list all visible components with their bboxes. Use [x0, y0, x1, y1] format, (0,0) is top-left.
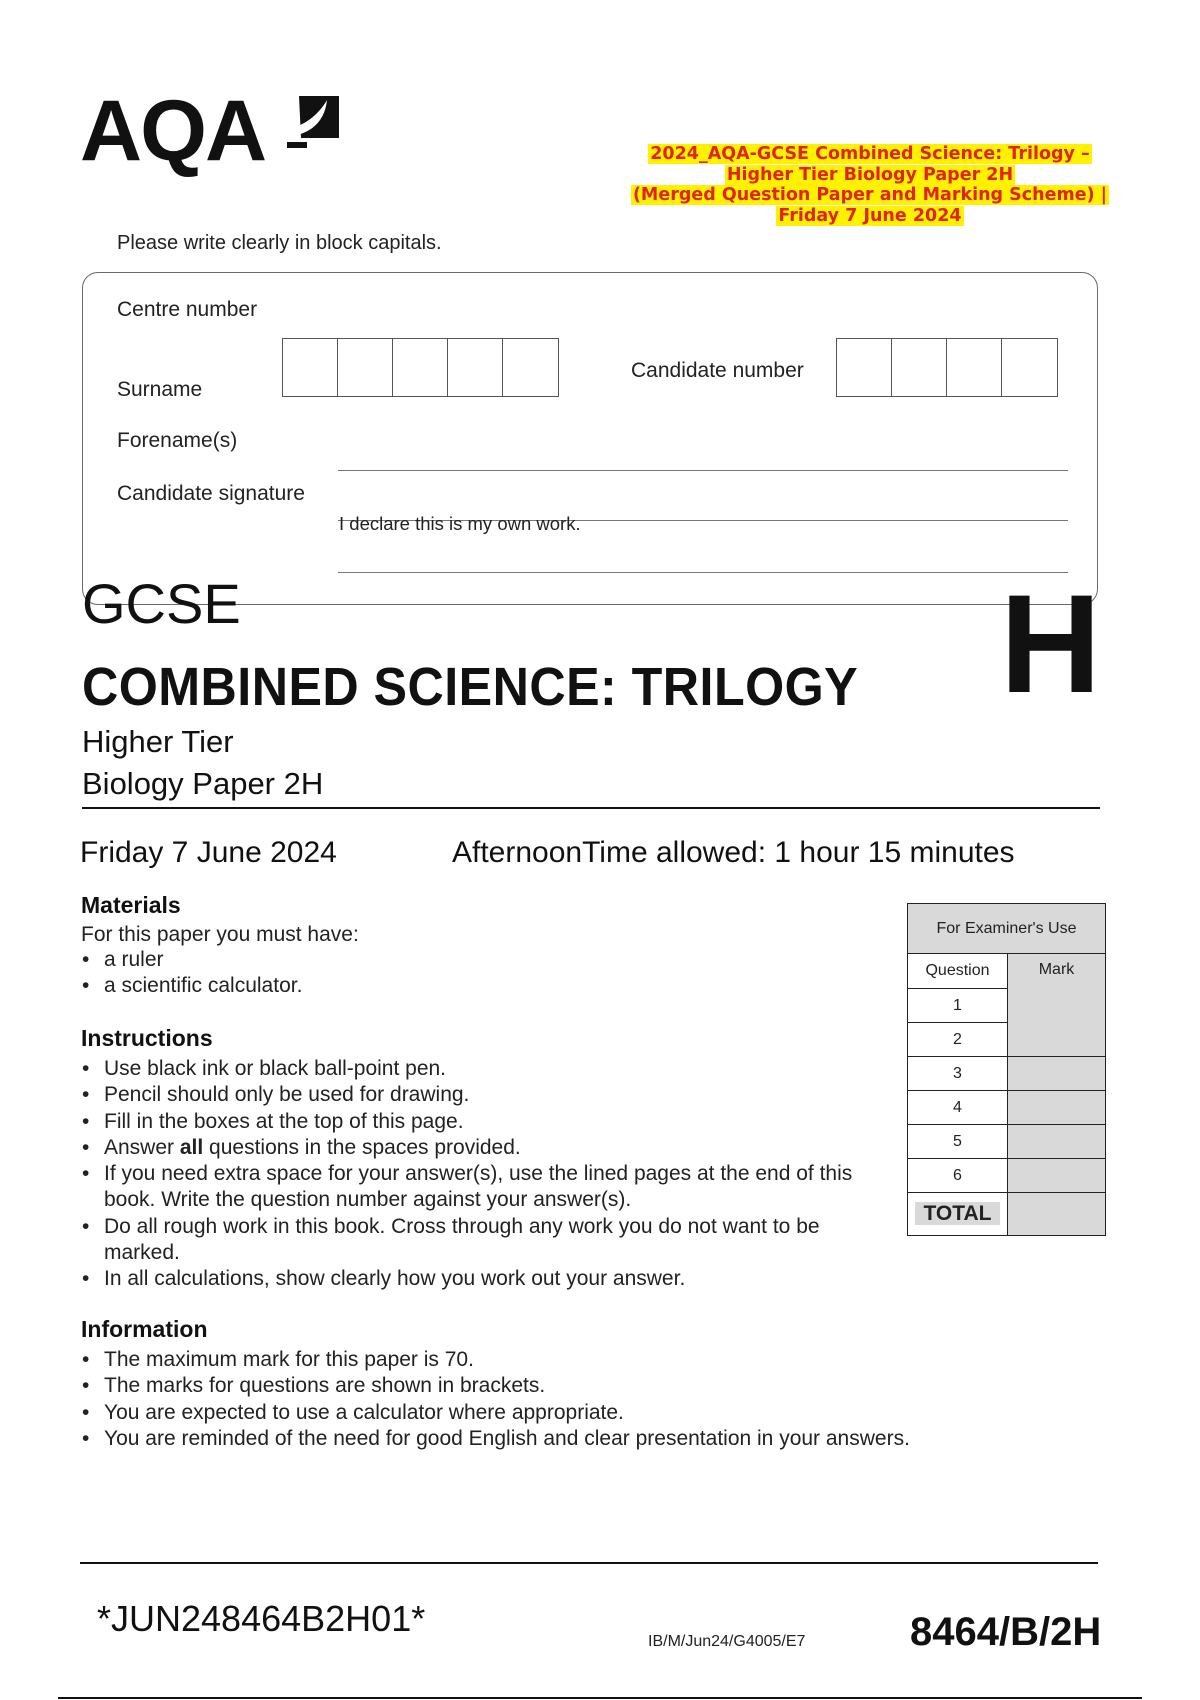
digit-box[interactable]	[1002, 339, 1057, 396]
candidate-number-label: Candidate number	[631, 359, 804, 382]
list-item: • a ruler	[82, 948, 164, 971]
exam-session-time: AfternoonTime allowed: 1 hour 15 minutes	[452, 836, 1015, 869]
digit-box[interactable]	[448, 339, 503, 396]
examiner-use-table	[907, 903, 1106, 1236]
forenames-label: Forename(s)	[117, 429, 238, 452]
digit-box[interactable]	[503, 339, 558, 396]
signature-label: Candidate signature	[117, 482, 305, 505]
digit-box[interactable]	[837, 339, 892, 396]
candidate-number-field[interactable]	[836, 338, 1058, 397]
list-item: • Pencil should only be used for drawing.	[82, 1083, 470, 1107]
list-item: • The marks for questions are shown in brackets.	[82, 1374, 546, 1398]
digit-box[interactable]	[947, 339, 1002, 396]
mark-cell	[1008, 1159, 1106, 1193]
instructions-section	[81, 1025, 881, 1293]
banner-line: 2024_AQA-GCSE Combined Science: Trilogy –	[650, 144, 1090, 164]
subject-title: COMBINED SCIENCE: TRILOGY	[82, 657, 859, 717]
question-column-header: Question	[908, 954, 1008, 989]
aqa-logo	[80, 83, 266, 179]
divider	[82, 807, 1100, 809]
digit-box[interactable]	[283, 339, 338, 396]
information-title: Information	[81, 1316, 208, 1342]
mark-cell	[1008, 1125, 1106, 1159]
instructions-list	[81, 1056, 881, 1293]
list-item: • If you need extra space for your answer(s), use the lined pages at the end of this book. Write the question number against your answer(s).	[82, 1162, 853, 1212]
tier-name: Higher Tier	[82, 724, 234, 759]
list-item: • a scientific calculator.	[82, 974, 303, 998]
banner-line: Higher Tier Biology Paper 2H	[726, 164, 1014, 185]
forenames-line[interactable]	[338, 470, 1068, 471]
mark-column-header: Mark	[1008, 954, 1106, 1057]
question-number: 6	[908, 1159, 1008, 1193]
list-item: • Fill in the boxes at the top of this page.	[82, 1109, 464, 1133]
list-item: • Use black ink or black ball-point pen.	[82, 1057, 447, 1080]
logo-text: AQA	[80, 83, 266, 179]
list-item: • Do all rough work in this book. Cross through any work you do not want to be marked.	[82, 1214, 820, 1265]
mark-cell	[1008, 1057, 1106, 1091]
list-item: • In all calculations, show clearly how you work out your answer.	[82, 1267, 686, 1291]
centre-number-label: Centre number	[117, 298, 258, 321]
question-number: 1	[908, 989, 1008, 1023]
mark-cell	[1008, 1091, 1106, 1125]
total-label: TOTAL	[908, 1193, 1008, 1236]
declaration-line	[338, 572, 1068, 573]
question-number: 2	[908, 1023, 1008, 1057]
question-number: 3	[908, 1057, 1008, 1091]
digit-box[interactable]	[393, 339, 448, 396]
question-number: 4	[908, 1091, 1008, 1125]
materials-list	[81, 947, 841, 1000]
logo-mark-icon	[285, 92, 343, 150]
reference-code: IB/M/Jun24/G4005/E7	[648, 1633, 806, 1650]
digit-box[interactable]	[338, 339, 393, 396]
document-title-banner	[620, 144, 1120, 226]
materials-title: Materials	[81, 892, 181, 918]
list-item: • Answer all questions in the spaces provided.	[82, 1135, 521, 1159]
list-item: • The maximum mark for this paper is 70.	[82, 1348, 474, 1371]
footer-divider	[80, 1562, 1098, 1564]
materials-section	[81, 892, 841, 1000]
page-bottom-rule	[58, 1697, 1142, 1699]
list-item: • You are expected to use a calculator where appropriate.	[82, 1400, 624, 1424]
declaration-text: I declare this is my own work.	[339, 513, 581, 534]
banner-line: Friday 7 June 2024	[778, 205, 962, 226]
list-item: • You are reminded of the need for good English and clear presentation in your answers.	[82, 1426, 910, 1450]
instructions-title: Instructions	[81, 1025, 213, 1051]
paper-name: Biology Paper 2H	[82, 766, 324, 801]
total-mark-cell	[1008, 1193, 1106, 1236]
digit-box[interactable]	[892, 339, 947, 396]
tier-letter: H	[1000, 565, 1102, 722]
paper-code: 8464/B/2H	[910, 1610, 1102, 1654]
examiner-table-title: For Examiner's Use	[908, 904, 1106, 954]
information-list	[81, 1347, 1081, 1452]
surname-label: Surname	[117, 378, 203, 401]
information-section	[81, 1316, 1081, 1452]
materials-intro: For this paper you must have:	[81, 923, 359, 946]
banner-line: (Merged Question Paper and Marking Scheme) |	[632, 185, 1108, 205]
block-capitals-instruction: Please write clearly in block capitals.	[117, 232, 442, 254]
barcode-text: *JUN248464B2H01*	[97, 1598, 426, 1639]
question-number: 5	[908, 1125, 1008, 1159]
qualification-heading: GCSE	[82, 572, 241, 635]
centre-number-field[interactable]	[282, 338, 559, 397]
exam-date: Friday 7 June 2024	[80, 836, 337, 869]
